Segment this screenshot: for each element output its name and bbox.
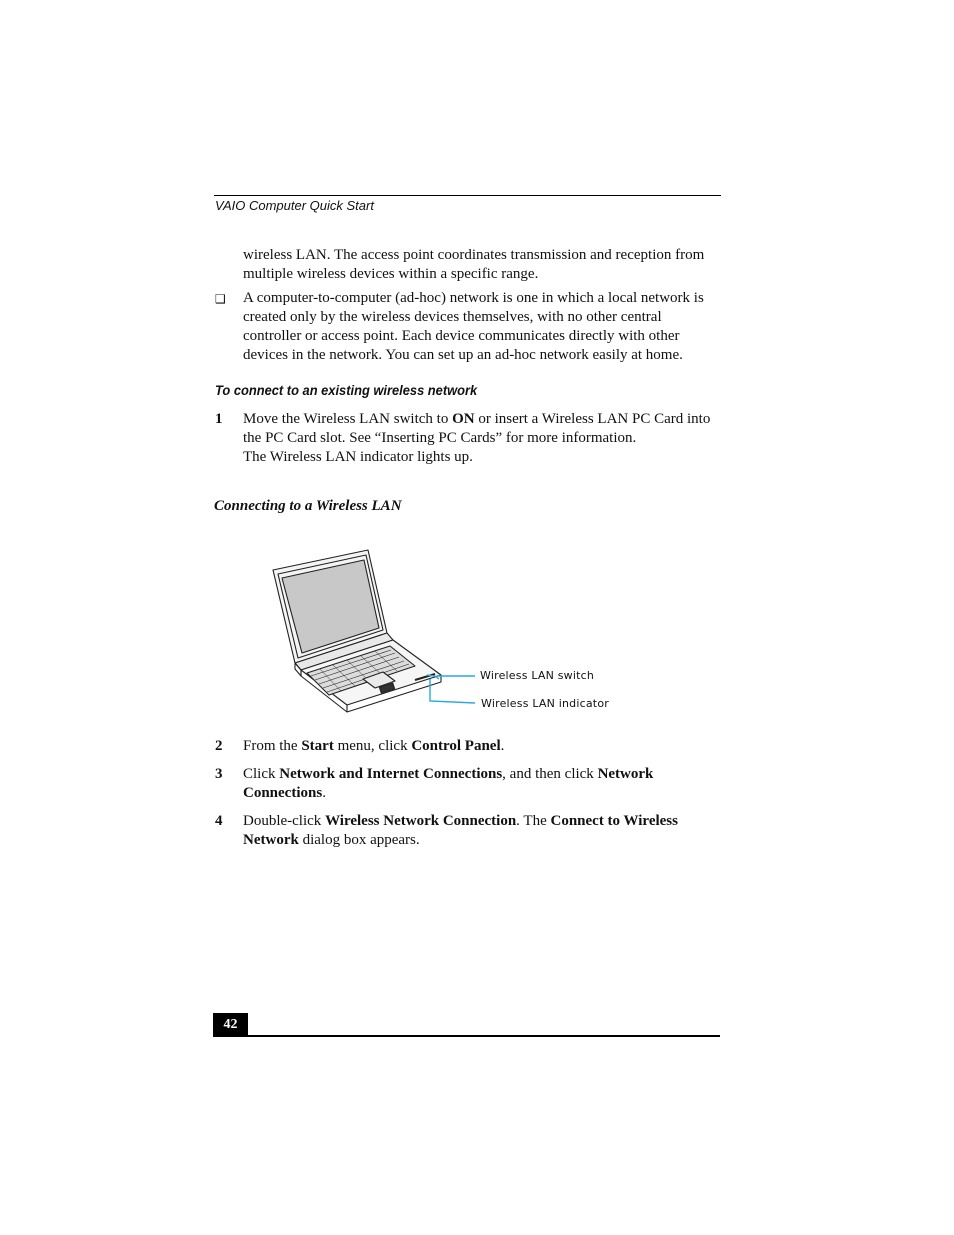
step-2-bold-start: Start [301,738,334,754]
step-2-bold-control-panel: Control Panel [411,738,501,754]
step-1-text [243,410,721,467]
step-4-number: 4 [215,813,223,829]
step-4-bold-connect-dialog: Connect to Wireless Network [243,813,678,848]
step-3-bold-network-internet: Network and Internet Connections [279,766,503,782]
step-3-text-c: , and then click [502,766,598,782]
callout-wireless-lan-switch: Wireless LAN switch [480,669,595,682]
step-3-text-a: Click [243,766,280,782]
step-2-text-a: From the [243,738,302,754]
step-4-bold-wireless-connection: Wireless Network Connection [325,813,517,829]
step-3-text [243,765,721,803]
figure-caption: Connecting to a Wireless LAN [214,498,402,514]
laptop-figure [265,545,625,725]
footer-rule [213,1035,720,1037]
step-4-text-a: Double-click [243,813,326,829]
step-2-text-c: menu, click [333,738,412,754]
step-2-number: 2 [215,738,223,754]
step-1-text-c: or insert a Wireless LAN PC Card into the PC Card slot. See “Inserting PC Cards” for more information. [243,411,711,446]
step-2-text-d: . [500,738,505,754]
step-1-bold-on: ON [452,411,475,427]
procedure-heading: To connect to an existing wireless network [215,382,478,398]
step-4-text-c: . The [516,813,551,829]
step-1-text-a: Move the Wireless LAN switch to [243,411,453,427]
running-header: VAIO Computer Quick Start [215,198,374,213]
checkbox-bullet-icon: ❑ [215,292,226,306]
step-3-bold-network-connections: Network Connections [243,766,654,801]
step-3-text-d: . [322,785,326,801]
laptop-illustration-icon [265,545,625,720]
step-1-number: 1 [215,411,223,427]
step-4-text-d: dialog box appears. [298,832,420,848]
step-2-text [243,737,721,756]
step-4-text [243,812,721,850]
continued-paragraph: wireless LAN. The access point coordinates transmission and reception from multiple wireless devices within a specific range. [243,247,705,282]
step-1-result: The Wireless LAN indicator lights up. [243,449,473,465]
step-3-number: 3 [215,766,223,782]
header-rule [214,195,721,196]
adhoc-bullet-text: A computer-to-computer (ad-hoc) network is one in which a local network is created only by the wireless devices themselves, with no other central controller or access point. Each device communicates directly with other devices in the network. You can set up an ad-hoc network easily at home. [243,290,704,363]
page-number: 42 [213,1013,248,1037]
callout-wireless-lan-indicator: Wireless LAN indicator [481,697,609,710]
